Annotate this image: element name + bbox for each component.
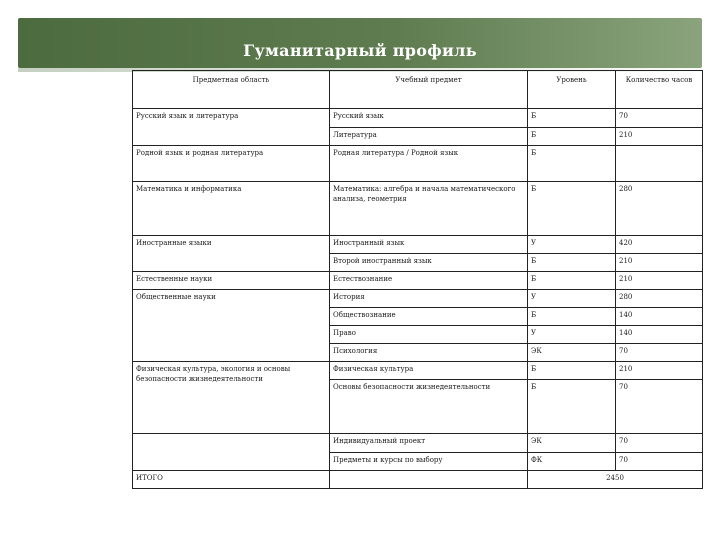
subject-cell: Родная литература / Родной язык <box>330 146 528 182</box>
table-row <box>133 236 703 254</box>
hours-cell: 280 <box>616 290 703 308</box>
hours-cell: 70 <box>616 453 703 471</box>
hours-cell: 420 <box>616 236 703 254</box>
subject-cell: Второй иностранный язык <box>330 254 528 272</box>
subject-cell: Индивидуальный проект <box>330 434 528 453</box>
subject-cell: Основы безопасности жизнедеятельности <box>330 380 528 434</box>
area-cell: Физическая культура, экология и основы безопасности жизнедеятельности <box>133 362 330 434</box>
hours-cell: 210 <box>616 362 703 380</box>
area-cell <box>133 434 330 453</box>
hours-cell: 70 <box>616 344 703 362</box>
level-cell: ФК <box>528 453 616 471</box>
hours-cell <box>616 146 703 182</box>
subject-cell: Русский язык <box>330 109 528 128</box>
level-cell: Б <box>528 308 616 326</box>
level-cell: Б <box>528 380 616 434</box>
total-label: ИТОГО <box>133 471 330 489</box>
hours-cell: 280 <box>616 182 703 236</box>
table-row <box>133 272 703 290</box>
area-cell <box>133 453 330 471</box>
area-cell: Математика и информатика <box>133 182 330 236</box>
area-cell: Родной язык и родная литература <box>133 146 330 182</box>
hours-cell: 70 <box>616 434 703 453</box>
table-row <box>133 146 703 182</box>
level-cell: Б <box>528 182 616 236</box>
level-cell: Б <box>528 109 616 128</box>
table-row <box>133 434 703 453</box>
subject-cell: Право <box>330 326 528 344</box>
table-row <box>133 290 703 308</box>
hours-cell: 140 <box>616 308 703 326</box>
column-header-area: Предметная область <box>133 71 330 109</box>
level-cell: У <box>528 236 616 254</box>
column-header-hours: Количество часов <box>616 71 703 109</box>
table-row <box>133 362 703 380</box>
level-cell: Б <box>528 146 616 182</box>
area-cell: Общественные науки <box>133 290 330 362</box>
subject-cell: Психология <box>330 344 528 362</box>
hours-cell: 210 <box>616 128 703 146</box>
level-cell: У <box>528 326 616 344</box>
subject-cell: Обществознание <box>330 308 528 326</box>
level-cell: Б <box>528 254 616 272</box>
table-total-row <box>133 471 703 489</box>
curriculum-table <box>132 70 703 489</box>
level-cell: ЭК <box>528 434 616 453</box>
hours-cell: 70 <box>616 109 703 128</box>
subject-cell: Естествознание <box>330 272 528 290</box>
column-header-subject: Учебный предмет <box>330 71 528 109</box>
hours-cell: 140 <box>616 326 703 344</box>
area-cell: Иностранные языки <box>133 236 330 272</box>
hours-cell: 210 <box>616 272 703 290</box>
subject-cell: Литература <box>330 128 528 146</box>
hours-cell: 210 <box>616 254 703 272</box>
level-cell: Б <box>528 128 616 146</box>
table-row <box>133 182 703 236</box>
subject-cell: Иностранный язык <box>330 236 528 254</box>
area-cell: Русский язык и литература <box>133 109 330 146</box>
total-empty-cell <box>330 471 528 489</box>
page-title: Гуманитарный профиль <box>243 41 477 60</box>
table-header-row <box>133 71 703 109</box>
level-cell: Б <box>528 362 616 380</box>
table-row <box>133 453 703 471</box>
table-row <box>133 109 703 128</box>
column-header-level: Уровень <box>528 71 616 109</box>
area-cell: Естественные науки <box>133 272 330 290</box>
subject-cell: Физическая культура <box>330 362 528 380</box>
level-cell: У <box>528 290 616 308</box>
subject-cell: Математика: алгебра и начала математического анализа, геометрия <box>330 182 528 236</box>
subject-cell: История <box>330 290 528 308</box>
total-value: 2450 <box>528 471 703 489</box>
hours-cell: 70 <box>616 380 703 434</box>
level-cell: ЭК <box>528 344 616 362</box>
level-cell: Б <box>528 272 616 290</box>
subject-cell: Предметы и курсы по выбору <box>330 453 528 471</box>
